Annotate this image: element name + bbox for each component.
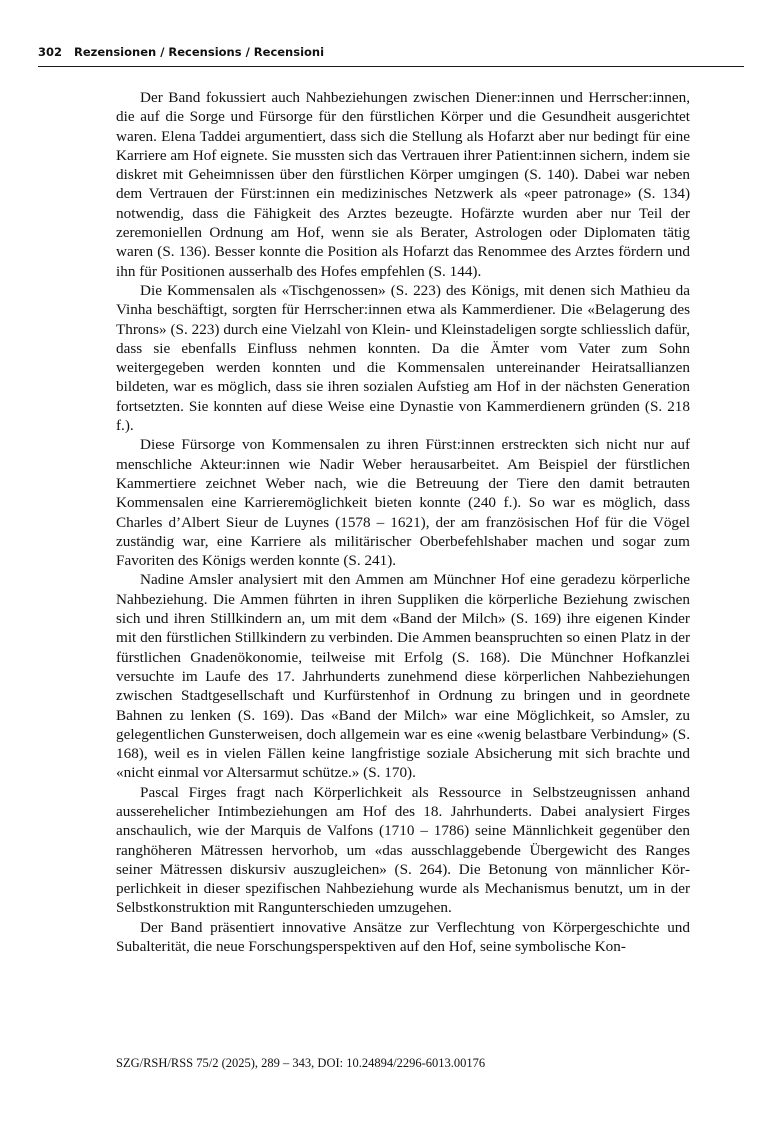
section-title: Rezensionen / Recensions / Recensioni [74, 45, 325, 59]
running-header [38, 45, 744, 59]
body-text [116, 88, 690, 956]
page-number: 302 [38, 45, 63, 59]
paragraph: Diese Fürsorge von Kommensalen zu ihren Fürst:innen erstreckten sich nicht nur auf menschliche Akteur:innen wie Nadir Weber herausarbeitet. Am Beispiel der fürstlichen Kammertiere zeichnet Weber nach, wie die Betreuung der Tiere den damit betrauten Kommensalen eine Karrieremöglichkeit bieten konnte (240 f.). So war es möglich, dass Charles d’Albert Sieur de Luynes (1578 – 1621), der am französischen Hof für die Vögel zuständig war, eine Karriere als militärischer Oberbefehlshaber machen und sogar zum Favoriten des Königs werden konnte (S. 241). [116, 436, 690, 570]
paragraph: Pascal Firges fragt nach Körperlichkeit als Ressource in Selbstzeugnissen anhand ausserehelicher Intimbeziehungen am Hof des 18. Jahrhunderts. Dabei analysiert Firges anschaulich, wie der Marquis de Valfons (1710 – 1786) seine Männlichkeit gegenüber den ranghöheren Mätressen hervorhob, um «das ausschlaggebende Übergewicht des Ranges seiner Mätressen diskursiv auszugleichen» (S. 264). Die Betonung von männlicher Körperlichkeit in dieser spezifischen Nahbeziehung wurde als Mechanismus benutzt, um in der Selbstkonstruktion mit Rangunterschieden umzugehen. [116, 783, 690, 917]
paragraph: Die Kommensalen als «Tischgenossen» (S. 223) des Königs, mit denen sich Mathieu da Vinha beschäftigt, sorgten für Herrscher:innen etwa als Kammerdiener. Die «Belagerung des Throns» (S. 223) durch eine Vielzahl von Klein- und Kleinstadeligen sorgte schliesslich dafür, dass sie ebenfalls Einfluss nehmen konnten. Da die Ämter vom Vater zum Sohn weitergegeben werden konnten und die Kommensalen untereinander Heiratsallianzen bildeten, war es möglich, dass sie ihren sozialen Aufstieg am Hof in der nächsten Generation fortsetzten. Sie konnten auf diese Weise eine Dynastie von Kammerdienern gründen (S. 218 f.). [116, 281, 690, 435]
paragraph: Der Band fokussiert auch Nahbeziehungen zwischen Diener:innen und Herrscher:innen, die auf die Sorge und Fürsorge für den fürstlichen Körper und die Gesundheit ausgerichtet waren. Elena Taddei argumentiert, dass sich die Stellung als Hofarzt aber nur bedingt für eine Karriere am Hof eignete. Sie mussten sich das Vertrauen ihrer Patient:innen sichern, indem sie diskret mit Geheimnissen über den fürstlichen Körper umgingen (S. 140). Dabei war neben dem Vertrauen der Fürst:innen ein medizinisches Netzwerk als «peer patronage» (S. 134) notwendig, dass die Fähigkeit des Arztes bezeugte. Hofärzte wurden aber nur Teil der zeremoniellen Ordnung am Hof, wenn sie als Berater, Astrologen oder Diplomaten tätig waren (S. 136). Besser konnte die Position als Hofarzt das Renommee des Arztes fördern und ihn für Positionen ausserhalb des Hofes empfehlen (S. 144). [116, 89, 690, 280]
footer-citation: SZG/RSH/RSS 75/2 (2025), 289 – 343, DOI: 10.24894/2296-6013.00176 [116, 1056, 486, 1070]
paragraph: Der Band präsentiert innovative Ansätze zur Verflechtung von Körpergeschichte und Subalterität, die neue Forschungsperspektiven auf den Hof, seine symbolische Kon- [116, 918, 690, 956]
paragraph: Nadine Amsler analysiert mit den Ammen am Münchner Hof eine geradezu körperliche Nahbeziehung. Die Ammen führten in ihren Suppliken die körperliche Beziehung zwischen sich und ihren Stillkindern an, um mit dem «Band der Milch» (S. 169) ihre eigenen Kinder mit den fürstlichen Stillkindern zu verbinden. Die Ammen beanspruchten so einen Platz in der fürstlichen Gnadenökonomie, teilweise mit Erfolg (S. 168). Die Münchner Hofkanzlei versuchte im Laufe des 17. Jahrhunderts zunehmend diese körperlichen Nahbeziehungen zwischen Stadtgesellschaft und Kurfürstenhof in Ordnung zu bringen und in geordnete Bahnen zu lenken (S. 169). Das «Band der Milch» war eine Möglichkeit, so Amsler, zu gelegentlichen Gunsterweisen, doch allgemein war es eine «wenig belastbare Verbindung» (S. 168), weil es in vielen Fällen keine langfristige soziale Absicherung mit sich brachte und «nicht einmal vor Altersarmut schütze.» (S. 170). [116, 571, 690, 782]
header-rule [38, 66, 744, 67]
